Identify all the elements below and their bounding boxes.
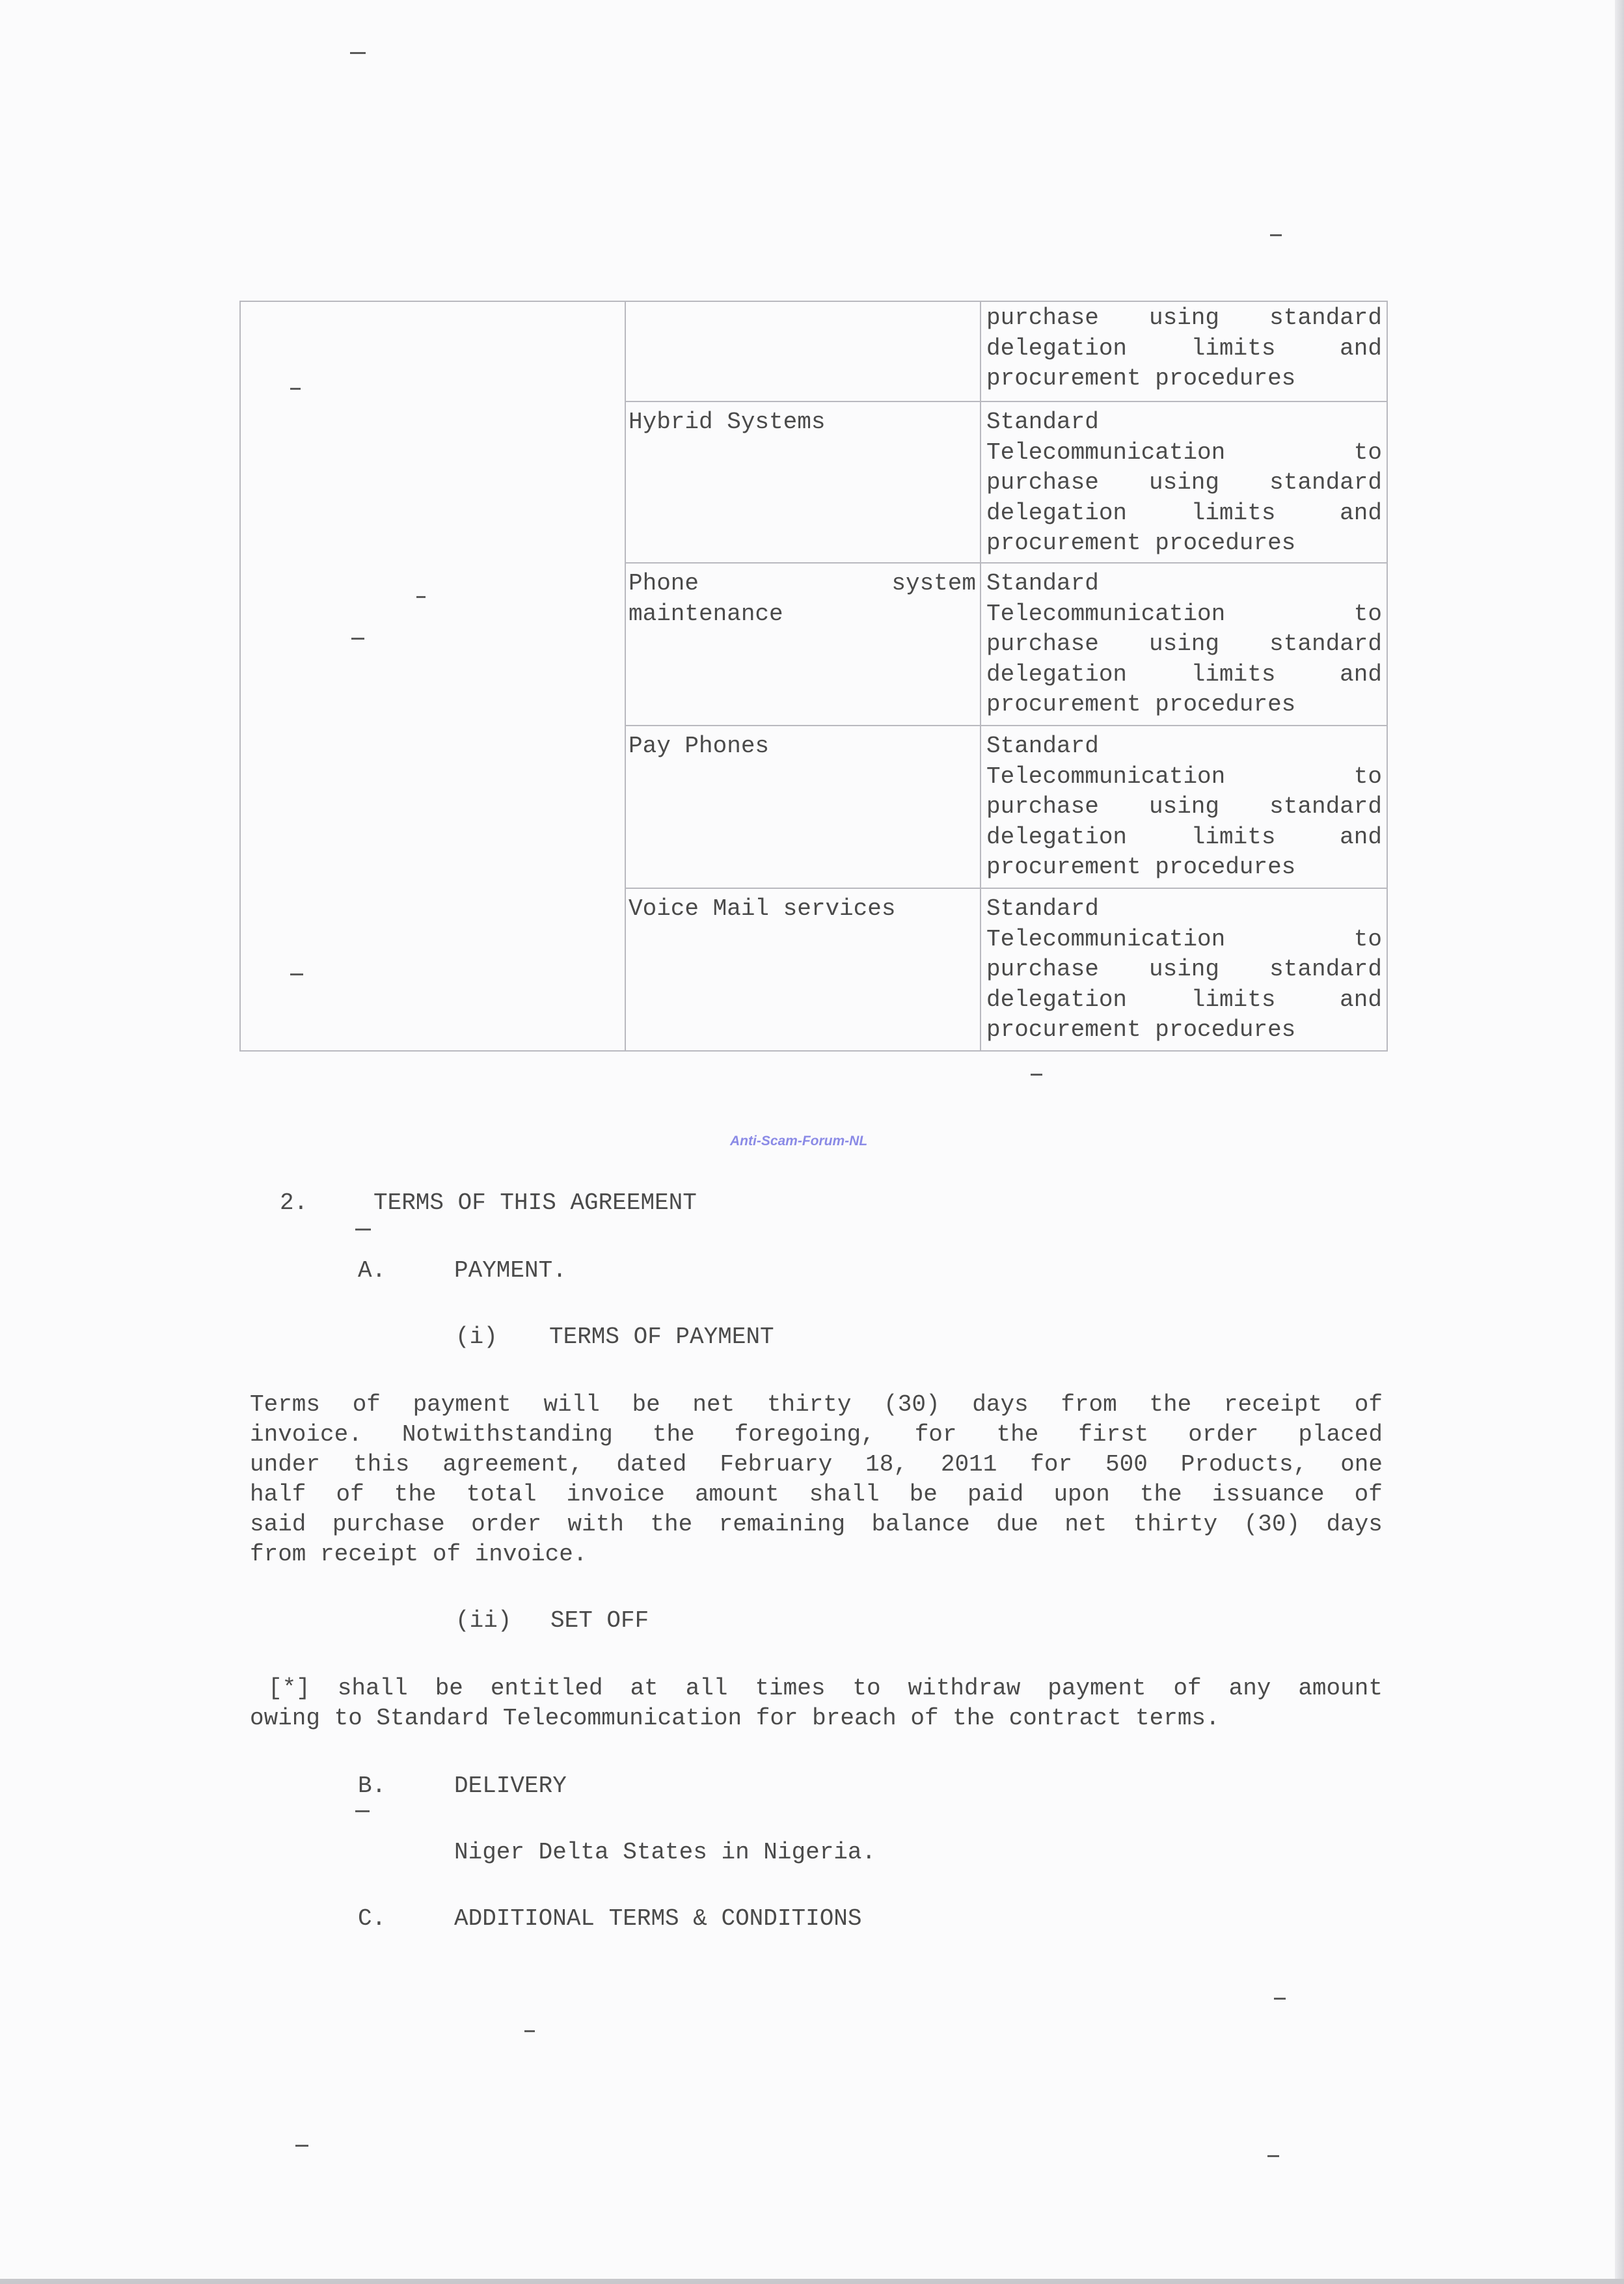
table-column-divider [980, 301, 981, 1052]
word: delegation [986, 986, 1128, 1013]
table-row-3-item: Pay Phones [629, 733, 770, 759]
paragraph-line [250, 1450, 1383, 1480]
policy-line [986, 792, 1382, 823]
subsection-b-label: B. [358, 1773, 386, 1799]
word: agreement, [442, 1451, 584, 1478]
section-number: 2. [280, 1190, 308, 1216]
word: half [250, 1481, 306, 1508]
word: paid [967, 1481, 1024, 1508]
word: days [972, 1391, 1029, 1418]
word: standard [1269, 793, 1382, 820]
paragraph-line [250, 1674, 1383, 1704]
scan-speck [350, 52, 366, 54]
subsection-a-title: PAYMENT. [454, 1257, 567, 1284]
word: one [1340, 1451, 1383, 1478]
word: 2011 [940, 1451, 997, 1478]
word: to [1353, 763, 1382, 790]
word: using [1148, 469, 1220, 496]
word: limits [1191, 499, 1276, 526]
word: Terms [250, 1391, 321, 1418]
word: purchase [986, 469, 1099, 496]
table-row-0-policy [986, 303, 1382, 394]
word: system [891, 570, 976, 597]
clause-i-title: TERMS OF PAYMENT [549, 1324, 774, 1350]
word: purchase [986, 631, 1099, 657]
word: this [353, 1451, 410, 1478]
paragraph-line [250, 1480, 1383, 1510]
word: limits [1191, 334, 1276, 362]
scan-speck [355, 1229, 371, 1230]
policy-line [986, 303, 1382, 334]
scan-speck [290, 973, 303, 975]
table-row-2-policy: Standard Telecommunication to purchase using standard delegation limits and procurement procedures [986, 570, 1382, 718]
paragraph-line: from receipt of invoice. [250, 1541, 588, 1568]
policy-line [986, 468, 1382, 498]
word: the [996, 1421, 1039, 1448]
policy-line [986, 599, 1382, 630]
word: Telecommunication [986, 763, 1226, 790]
word: delegation [986, 660, 1128, 688]
word: shall [337, 1675, 408, 1702]
word: for [914, 1421, 957, 1448]
word: [*] [268, 1675, 310, 1702]
word: Telecommunication [986, 925, 1226, 953]
word: using [1148, 956, 1220, 983]
word: balance [871, 1511, 970, 1538]
watermark: Anti-Scam-Forum-NL [730, 1134, 868, 1149]
word: receipt [1223, 1391, 1323, 1418]
policy-line [986, 629, 1382, 660]
word: Phone [629, 570, 699, 597]
word: and [1340, 334, 1382, 362]
word: Notwithstanding [401, 1421, 613, 1448]
word: order [471, 1511, 542, 1538]
word: thirty [766, 1391, 852, 1418]
policy-line [986, 334, 1382, 364]
payment-terms-paragraph [250, 1390, 1383, 1570]
word: purchase [986, 305, 1099, 331]
word: of [352, 1391, 381, 1418]
word: delegation [986, 823, 1128, 850]
subsection-c-title: ADDITIONAL TERMS & CONDITIONS [454, 1905, 862, 1932]
page-edge [1615, 0, 1624, 2284]
set-off-paragraph [250, 1674, 1383, 1733]
word: standard [1269, 956, 1382, 983]
word: purchase [986, 793, 1099, 820]
word: purchase [986, 956, 1099, 983]
scan-speck [524, 2030, 535, 2032]
policy-line [986, 925, 1382, 955]
policy-line [986, 955, 1382, 985]
word: and [1340, 499, 1382, 526]
scan-speck [295, 2145, 308, 2147]
word: amount [694, 1481, 779, 1508]
word: be [909, 1481, 938, 1508]
word: invoice. [250, 1421, 362, 1448]
word: the [1149, 1391, 1192, 1418]
word: the [394, 1481, 437, 1508]
word: Telecommunication [986, 439, 1226, 466]
clause-ii-title: SET OFF [550, 1607, 649, 1634]
policy-line [986, 498, 1382, 529]
word: placed [1298, 1421, 1383, 1448]
word: to [1353, 600, 1382, 627]
word: of [1354, 1481, 1383, 1508]
table-row-1-policy: Standard Telecommunication to purchase using standard delegation limits and procurement procedures [986, 409, 1382, 556]
word: standard [1269, 469, 1382, 496]
word: entitled [490, 1675, 603, 1702]
word: Products, [1180, 1451, 1308, 1478]
word: using [1148, 793, 1220, 820]
word: with [567, 1511, 624, 1538]
word: using [1148, 305, 1220, 331]
word: the [1139, 1481, 1182, 1508]
word: and [1340, 660, 1382, 688]
clause-ii-label: (ii) [455, 1607, 512, 1634]
subsection-c-label: C. [358, 1905, 386, 1932]
scan-speck [1267, 2155, 1279, 2157]
word: due [996, 1511, 1038, 1538]
word: limits [1191, 823, 1276, 850]
policy-line [986, 823, 1382, 853]
word: issuance [1211, 1481, 1325, 1508]
word: limits [1191, 660, 1276, 688]
policy-line [986, 660, 1382, 690]
word: and [1340, 986, 1382, 1013]
word: the [652, 1421, 695, 1448]
table-column-divider [625, 301, 626, 1052]
word: Telecommunication [986, 600, 1226, 627]
word: be [435, 1675, 463, 1702]
word: using [1148, 631, 1220, 657]
word: days [1326, 1511, 1383, 1538]
word: standard [1269, 631, 1382, 657]
bottom-edge [0, 2279, 1624, 2284]
word: net [1064, 1511, 1107, 1538]
word: to [1353, 439, 1382, 466]
word: foregoing, [734, 1421, 875, 1448]
word: purchase [332, 1511, 445, 1538]
word: (30) [884, 1391, 940, 1418]
policy-line: procurement procedures [986, 365, 1296, 392]
word: be [632, 1391, 660, 1418]
word: payment [1048, 1675, 1146, 1702]
word: at [630, 1675, 658, 1702]
word: order [1188, 1421, 1259, 1448]
scan-speck [351, 638, 364, 640]
table-row-divider [625, 562, 1388, 564]
word: payment [413, 1391, 511, 1418]
word: net [692, 1391, 735, 1418]
scan-speck [1274, 1998, 1286, 2000]
word: limits [1191, 986, 1276, 1013]
subsection-a-label: A. [358, 1257, 386, 1284]
scan-speck [1270, 234, 1282, 236]
word: shall [809, 1481, 880, 1508]
table-row-3-policy: Standard Telecommunication to purchase using standard delegation limits and procurement procedures [986, 733, 1382, 880]
paragraph-line [250, 1390, 1383, 1420]
word: delegation [986, 334, 1128, 362]
paragraph-line: owing to Standard Telecommunication for breach of the contract terms. [250, 1705, 1220, 1732]
word: and [1340, 823, 1382, 850]
word: delegation [986, 499, 1128, 526]
delivery-text: Niger Delta States in Nigeria. [454, 1839, 876, 1866]
word: total [466, 1481, 537, 1508]
word: the [650, 1511, 693, 1538]
word: upon [1053, 1481, 1110, 1508]
table-row-1-item: Hybrid Systems [629, 409, 826, 435]
table-row-4-item: Voice Mail services [629, 895, 896, 922]
word: amount [1298, 1675, 1383, 1702]
table-row-2-item: Phone system maintenance [629, 570, 976, 627]
table-row-divider [625, 725, 1388, 726]
word: under [250, 1451, 321, 1478]
word: for [1030, 1451, 1073, 1478]
section-title: TERMS OF THIS AGREEMENT [373, 1190, 697, 1216]
subsection-b-title: DELIVERY [454, 1773, 567, 1799]
word: withdraw [908, 1675, 1021, 1702]
word: 18, [865, 1451, 908, 1478]
policy-line [986, 438, 1382, 469]
table-row-divider [625, 888, 1388, 889]
word: to [1353, 925, 1382, 953]
table-row-divider [625, 401, 1388, 402]
paragraph-line [250, 1510, 1383, 1540]
scan-speck [355, 1810, 370, 1812]
scan-speck [1031, 1074, 1042, 1076]
word: of [1173, 1675, 1202, 1702]
word: of [1354, 1391, 1383, 1418]
word: standard [1269, 305, 1382, 331]
word: invoice [566, 1481, 665, 1508]
word: thirty [1133, 1511, 1218, 1538]
paragraph-line [250, 1420, 1383, 1450]
word: times [755, 1675, 826, 1702]
word: said [250, 1511, 306, 1538]
word: will [543, 1391, 600, 1418]
word: from [1061, 1391, 1117, 1418]
word: of [336, 1481, 364, 1508]
policy-line [986, 985, 1382, 1016]
word: remaining [718, 1511, 846, 1538]
word: (30) [1243, 1511, 1301, 1538]
scan-speck [290, 388, 301, 390]
word: any [1228, 1675, 1271, 1702]
item-line [629, 569, 976, 599]
word: dated [616, 1451, 687, 1478]
word: 500 [1105, 1451, 1148, 1478]
word: first [1078, 1421, 1149, 1448]
word: February [720, 1451, 833, 1478]
scan-speck [416, 596, 426, 598]
table-row-4-policy: Standard Telecommunication to purchase using standard delegation limits and procurement procedures [986, 895, 1382, 1043]
policy-line [986, 762, 1382, 793]
clause-i-label: (i) [455, 1324, 498, 1350]
word: all [685, 1675, 728, 1702]
word: to [852, 1675, 881, 1702]
